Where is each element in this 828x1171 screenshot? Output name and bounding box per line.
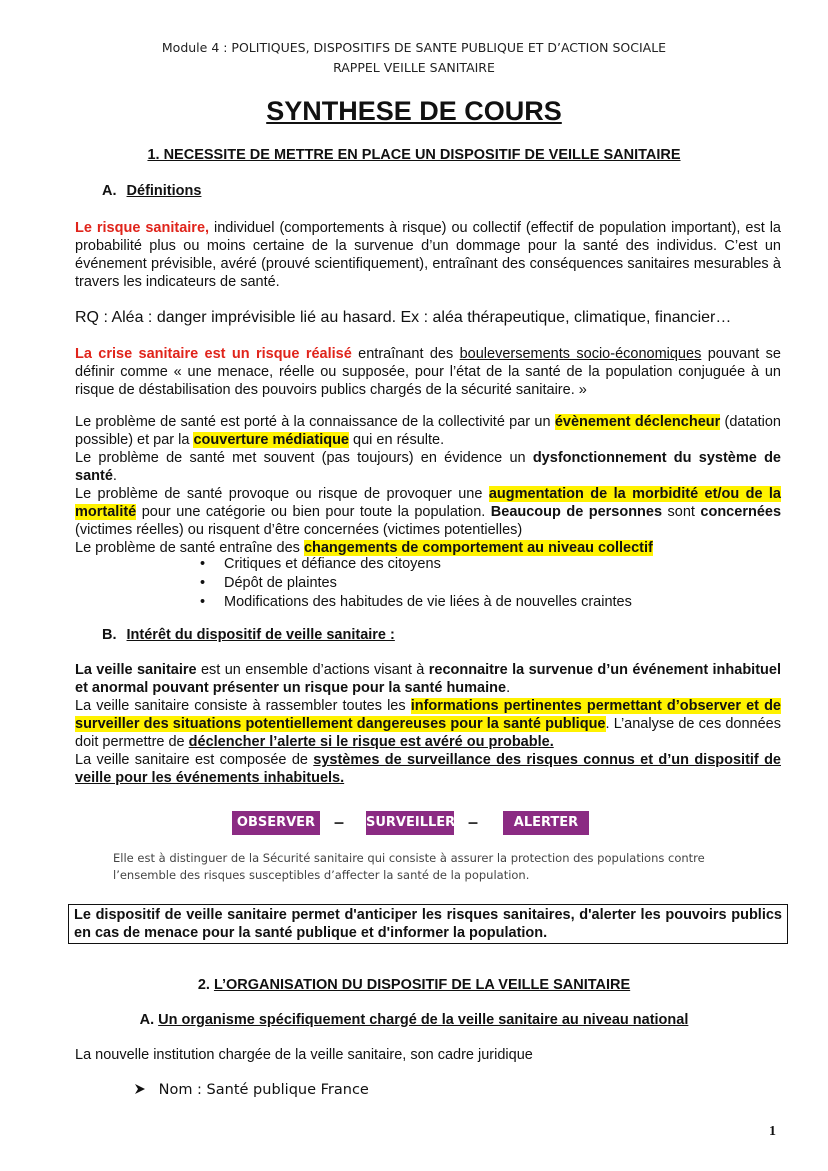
bold-text: Beaucoup de personnes [490,504,663,520]
text: qui en résulte. [349,432,445,448]
summary-box: Le dispositif de veille sanitaire permet d'anticiper les risques sanitaires, d'alerter les pouvoirs publics en cas de menace pour la santé publique et d'informer la population. [68,904,788,944]
highlight: informations pertinentes permettant d’observer et de surveiller des situations potentiellement dangereuses pour la santé publique [75,698,781,732]
problem-paragraphs [75,413,781,557]
para-declencheur [75,413,781,449]
text: Le problème de santé provoque ou risque de provoquer une [75,486,489,502]
text: (victimes réelles) ou risquent d’être concernées (victimes potentielles) [75,522,523,538]
list-item-text: Modifications des habitudes de vie liées à de nouvelles craintes [224,594,632,610]
text: pouvant se définir comme « une menace, réelle ou supposée, pour l’état de la santé de la population conjuguée à un risque de déstabilisation des pouvoirs publics chargés de la sécurité sanitaire. » [75,346,781,398]
text: est un ensemble d’actions visant à [196,662,429,678]
text: La veille sanitaire consiste à rassembler toutes les [75,698,411,714]
subsection-b-label: Intérêt du dispositif de veille sanitaire : [126,627,395,643]
bold-text: reconnaitre la survenue d’un événement inhabituel et anormal pouvant présenter un risque pour la santé humaine [75,662,781,696]
subsection-a-label: Définitions [126,183,202,199]
section2-label: L’ORGANISATION DU DISPOSITIF DE LA VEILLE SANITAIRE [213,977,631,993]
consequences-list [200,555,632,612]
highlight: évènement déclencheur [554,414,721,430]
bold-text: La veille sanitaire [75,662,197,678]
bullet-icon: • [200,575,206,591]
term-risque-sanitaire: Le risque sanitaire, [75,220,210,236]
list-item-text: Nom : Santé publique France [158,1082,369,1098]
text: . [112,468,117,484]
subsection-letter: A. [139,1012,159,1028]
list-item-text: Dépôt de plaintes [224,575,337,591]
section2-number: 2. [197,977,214,993]
step-separator: – [334,812,345,832]
bold-text: dysfonctionnement du système de santé [75,450,781,484]
text: Le problème de santé est porté à la connaissance de la collectivité par un [75,414,555,430]
text: . [506,680,511,696]
page-title: SYNTHESE DE COURS [266,96,562,126]
step-observer: OBSERVER [232,811,320,835]
subsection-b-letter: B. [102,627,117,643]
text: pour une catégorie ou bien pour toute la population. [136,504,491,520]
text: sont [662,504,701,520]
list-item [200,593,632,612]
list-item [134,1082,369,1098]
bold-text: concernées [700,504,782,520]
bullet-icon: • [200,594,206,610]
para-definition-veille [75,661,781,697]
page-number: 1 [769,1124,776,1139]
list-item-text: Critiques et défiance des citoyens [224,556,441,572]
remark-alea: RQ : Aléa : danger imprévisible lié au hasard. Ex : aléa thérapeutique, climatique, financier… [75,309,732,326]
header-subtitle: RAPPEL VEILLE SANITAIRE [333,60,495,75]
list-item [200,574,632,593]
highlight: changements de comportement au niveau collectif [303,540,653,556]
bold-underlined-text: systèmes de surveillance des risques connus et d’un dispositif de veille pour les événements inhabituels. [75,752,781,786]
subsection-a-heading [102,183,201,199]
definition-crise [75,345,781,399]
text: . L’analyse de ces données doit permettre de [75,716,781,750]
highlight: augmentation de la morbidité et/ou de la mortalité [75,486,781,520]
definition-risque [75,219,781,291]
text: La veille sanitaire est composée de [75,752,314,768]
subsection-b-heading [102,627,395,643]
list-item [200,555,632,574]
section2-title [0,977,828,993]
subsection-a-letter: A. [102,183,117,199]
step-alerter: ALERTER [503,811,589,835]
bold-underlined-text: déclencher l’alerte si le risque est avéré ou probable. [188,734,554,750]
bullet-icon: • [200,556,206,572]
term-crise-sanitaire: La crise sanitaire est un risque réalisé [75,346,352,362]
subsection-label: Un organisme spécifiquement chargé de la veille sanitaire au niveau national [158,1012,689,1028]
text: Le problème de santé entraîne des [75,540,304,556]
section2-subsection-a [0,1012,828,1028]
step-surveiller: SURVEILLER [366,811,454,835]
text: entraînant des [351,346,460,362]
underlined-text: bouleversements socio-économiques [459,346,702,362]
section2-intro: La nouvelle institution chargée de la veille sanitaire, son cadre juridique [75,1047,533,1063]
arrow-bullet-icon [134,1082,151,1098]
section1-title: 1. NECESSITE DE METTRE EN PLACE UN DISPOSITIF DE VEILLE SANITAIRE [147,147,681,163]
definition-text: individuel (comportements à risque) ou collectif (effectif de population important), est la probabilité plus ou moins certaine de la survenue d’un dommage pour la santé des individus. C’est un événement prévisible, avéré (prouvé scientifiquement), entraînant des conséquences sanitaires mesurables à travers les indicateurs de santé. [75,220,781,290]
veille-paragraphs [75,661,781,787]
para-composition [75,751,781,787]
securite-sanitaire-note: Elle est à distinguer de la Sécurité sanitaire qui consiste à assurer la protection des populations contre l’ensemble des risques susceptibles d’affecter la santé de la population. [113,851,705,882]
text: (datation possible) et par la [75,414,781,448]
header-module: Module 4 : POLITIQUES, DISPOSITIFS DE SANTE PUBLIQUE ET D’ACTION SOCIALE [161,40,667,55]
para-morbidite [75,485,781,539]
para-rassembler [75,697,781,751]
text: Le problème de santé met souvent (pas toujours) en évidence un [75,450,533,466]
para-dysfonctionnement [75,449,781,485]
highlight: couverture médiatique [193,432,349,448]
step-separator: – [468,812,479,832]
